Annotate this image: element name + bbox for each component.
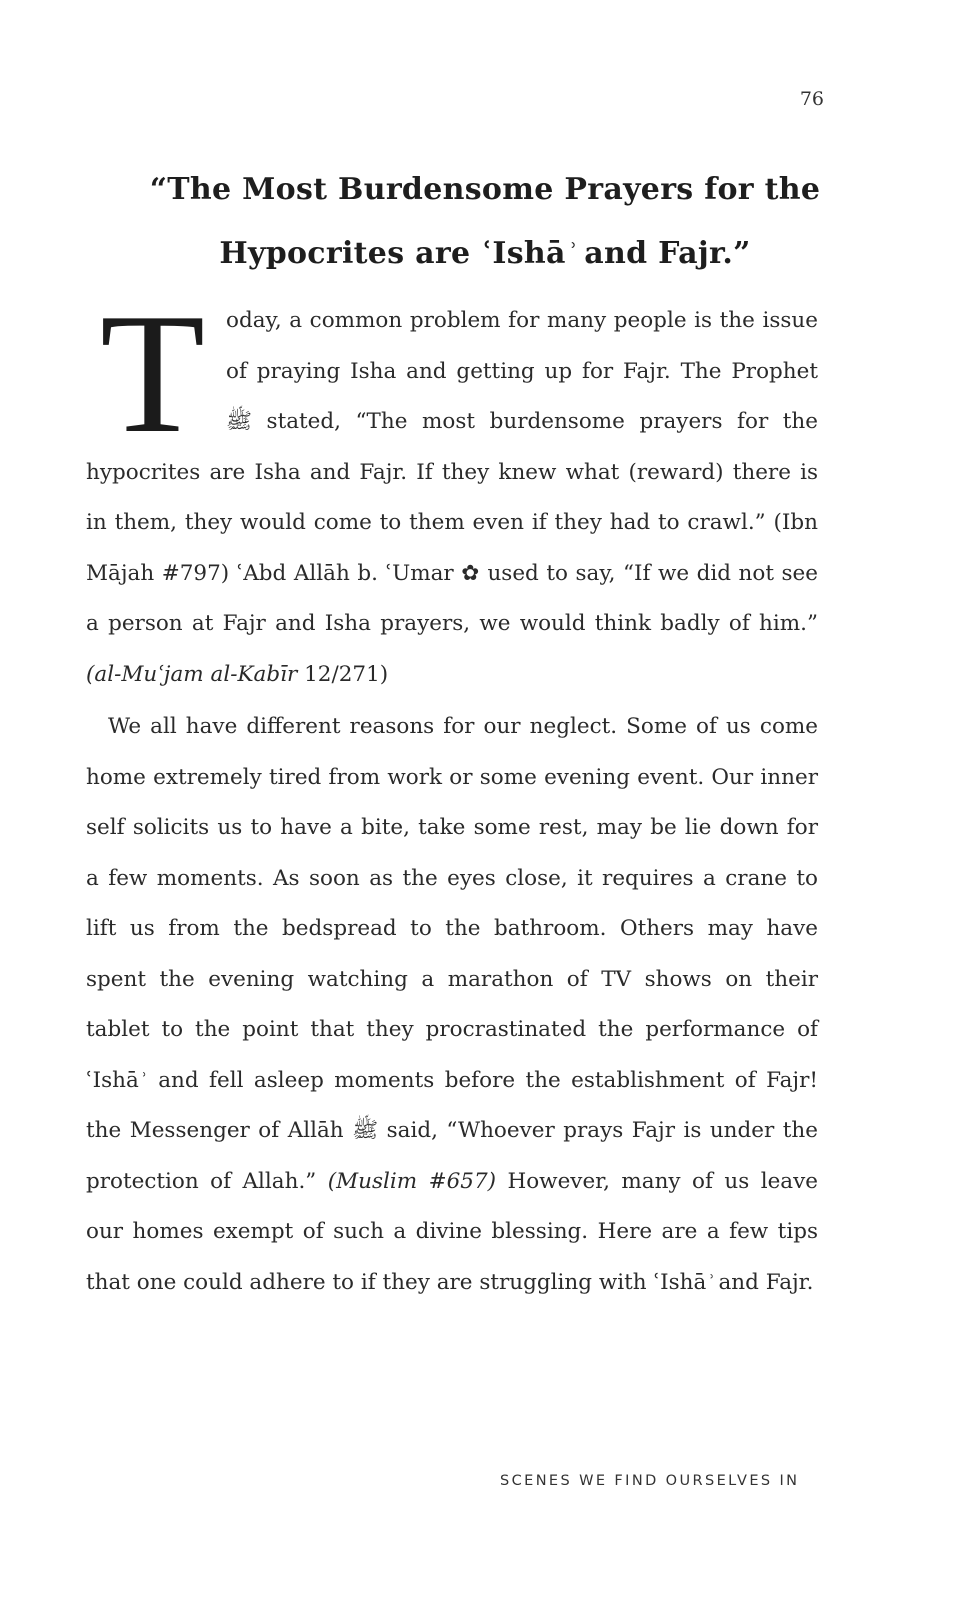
page-number: 76 <box>799 88 824 110</box>
paragraph-1-text: oday, a common problem for many people is the issue of praying Isha and getting up for Fajr. The Prophet ﷺ stated, “The most burdensome prayers for the hypocrites are Isha and Fajr. If they knew what (reward) there is in them, they would come to them even if they had to crawl.” (Ibn Mājah #797) ʿAbd Allāh b. ʿUmar ✿ used to say, “If we did not see a person at Fajr and Isha prayers, we would think badly of him.” <box>86 308 818 636</box>
chapter-title <box>90 158 880 286</box>
running-footer: SCENES WE FIND OURSELVES IN <box>500 1473 800 1489</box>
drop-cap: T <box>100 279 206 469</box>
chapter-title-line-1: “The Most Burdensome Prayers for the <box>149 172 821 207</box>
paragraph-1 <box>86 279 818 700</box>
paragraph-1-text-end: 12/271) <box>297 661 389 687</box>
chapter-title-line-2: Hypocrites are ʿIshā ͗ and Fajr.” <box>219 236 751 271</box>
paragraph-1-citation: (al-Muʿjam al-Kabīr <box>86 661 298 687</box>
paragraph-2 <box>86 702 818 1308</box>
paragraph-2-text: We all have different reasons for our neglect. Some of us come home extremely tired from work or some evening event. Our inner self solicits us to have a bite, take some rest, may be lie down for a few moments. As soon as the eyes close, it requires a crane to lift us from the bedspread to the bathroom. Others may have spent the evening watching a marathon of TV shows on their tablet to the point that they procrastinated the performance of ʿIshā ͗ and fell asleep moments before the establishment of Fajr! the Messenger of Allāh ﷺ said, “Whoever prays Fajr is under the protection of Allah.” <box>86 714 818 1194</box>
paragraph-2-text-end: However, many of us leave our homes exempt of such a divine blessing. Here are a few tips that one could adhere to if they are struggling with ʿIshā ͗ and Fajr. <box>86 1168 818 1295</box>
paragraph-2-citation: (Muslim #657) <box>327 1168 497 1194</box>
